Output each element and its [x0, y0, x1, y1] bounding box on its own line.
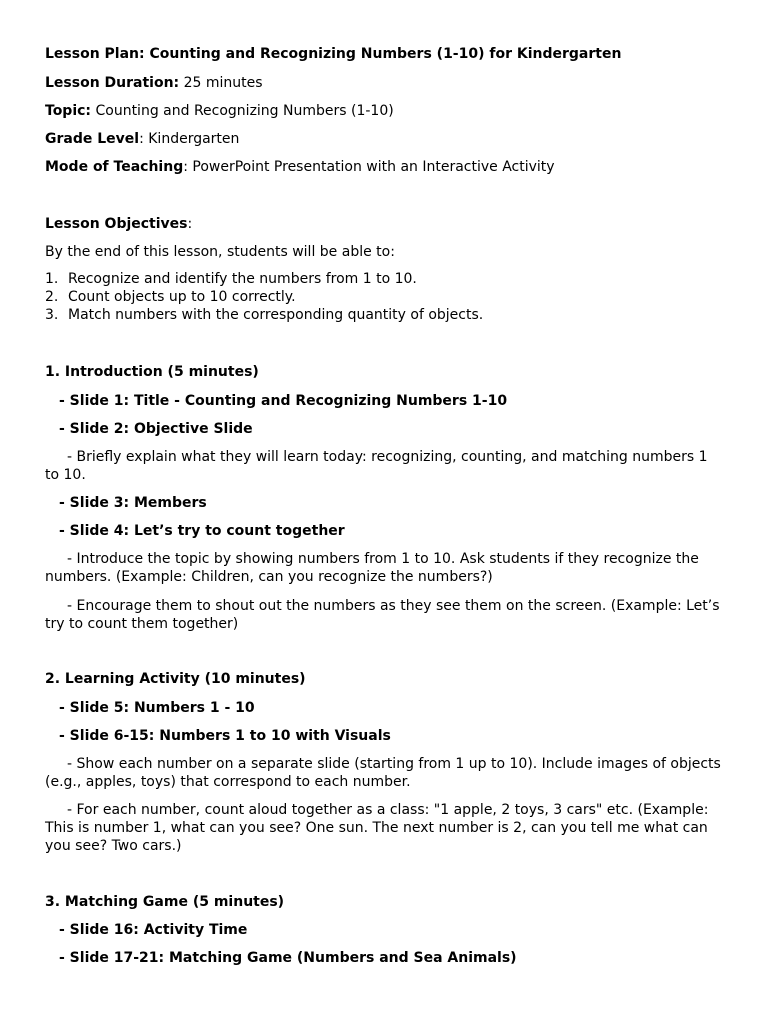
objective-text: Count objects up to 10 correctly.: [68, 289, 296, 305]
slide-4-note-2: - Encourage them to shout out the numbers as they see them on the screen. (Example: Let’s try to count them together): [45, 598, 720, 632]
slide-1-line: - Slide 1: Title - Counting and Recognizing Numbers 1-10: [59, 393, 508, 409]
slide-16-line: - Slide 16: Activity Time: [59, 922, 248, 938]
learning-note-1: - Show each number on a separate slide (starting from 1 up to 10). Include images of objects (e.g., apples, toys) that correspond to each number.: [45, 756, 721, 790]
learning-note-2: - For each number, count aloud together as a class: "1 apple, 2 toys, 3 cars" etc. (Example: This is number 1, what can you see? One sun. The next number is 2, can you tell me what can you see? Two cars.): [45, 802, 709, 854]
slide-2-line: - Slide 2: Objective Slide: [59, 421, 253, 437]
slide-3-line: - Slide 3: Members: [59, 495, 207, 511]
objective-item: [45, 306, 483, 324]
mode-label: Mode of Teaching: [45, 159, 184, 175]
topic-value: Counting and Recognizing Numbers (1-10): [91, 103, 394, 119]
objectives-heading: [45, 215, 192, 233]
grade-line: [45, 130, 239, 148]
slide-2-note: - Briefly explain what they will learn today: recognizing, counting, and matching numbers 1 to 10.: [45, 449, 708, 483]
slide-5-line: - Slide 5: Numbers 1 - 10: [59, 700, 255, 716]
objectives-list: [45, 270, 483, 324]
objective-item: [45, 288, 483, 306]
objective-text: Recognize and identify the numbers from 1 to 10.: [68, 271, 417, 287]
objective-text: Match numbers with the corresponding quantity of objects.: [68, 307, 484, 323]
duration-line: [45, 74, 263, 92]
objectives-intro: By the end of this lesson, students will be able to:: [45, 244, 395, 260]
grade-label: Grade Level: [45, 131, 140, 147]
objectives-heading-suffix: :: [187, 216, 193, 232]
objective-number: 1.: [45, 271, 59, 287]
grade-value: : Kindergarten: [139, 131, 240, 147]
slide-4-line: - Slide 4: Let’s try to count together: [59, 523, 345, 539]
topic-line: [45, 102, 394, 120]
objective-number: 3.: [45, 307, 59, 323]
duration-label: Lesson Duration:: [45, 75, 180, 91]
duration-value: 25 minutes: [179, 75, 263, 91]
slide-17-21-line: - Slide 17-21: Matching Game (Numbers and Sea Animals): [59, 950, 517, 966]
learning-heading: 2. Learning Activity (10 minutes): [45, 671, 306, 687]
mode-value: : PowerPoint Presentation with an Interactive Activity: [183, 159, 555, 175]
objective-number: 2.: [45, 289, 59, 305]
slide-4-note-1: - Introduce the topic by showing numbers from 1 to 10. Ask students if they recognize the numbers. (Example: Children, can you recognize the numbers?): [45, 551, 699, 585]
objectives-heading-text: Lesson Objectives: [45, 216, 188, 232]
slide-6-15-line: - Slide 6-15: Numbers 1 to 10 with Visuals: [59, 728, 391, 744]
matching-heading: 3. Matching Game (5 minutes): [45, 894, 285, 910]
objective-item: [45, 270, 483, 288]
introduction-heading: 1. Introduction (5 minutes): [45, 364, 259, 380]
lesson-title: Lesson Plan: Counting and Recognizing Numbers (1-10) for Kindergarten: [45, 46, 622, 62]
mode-line: [45, 158, 555, 176]
topic-label: Topic:: [45, 103, 92, 119]
